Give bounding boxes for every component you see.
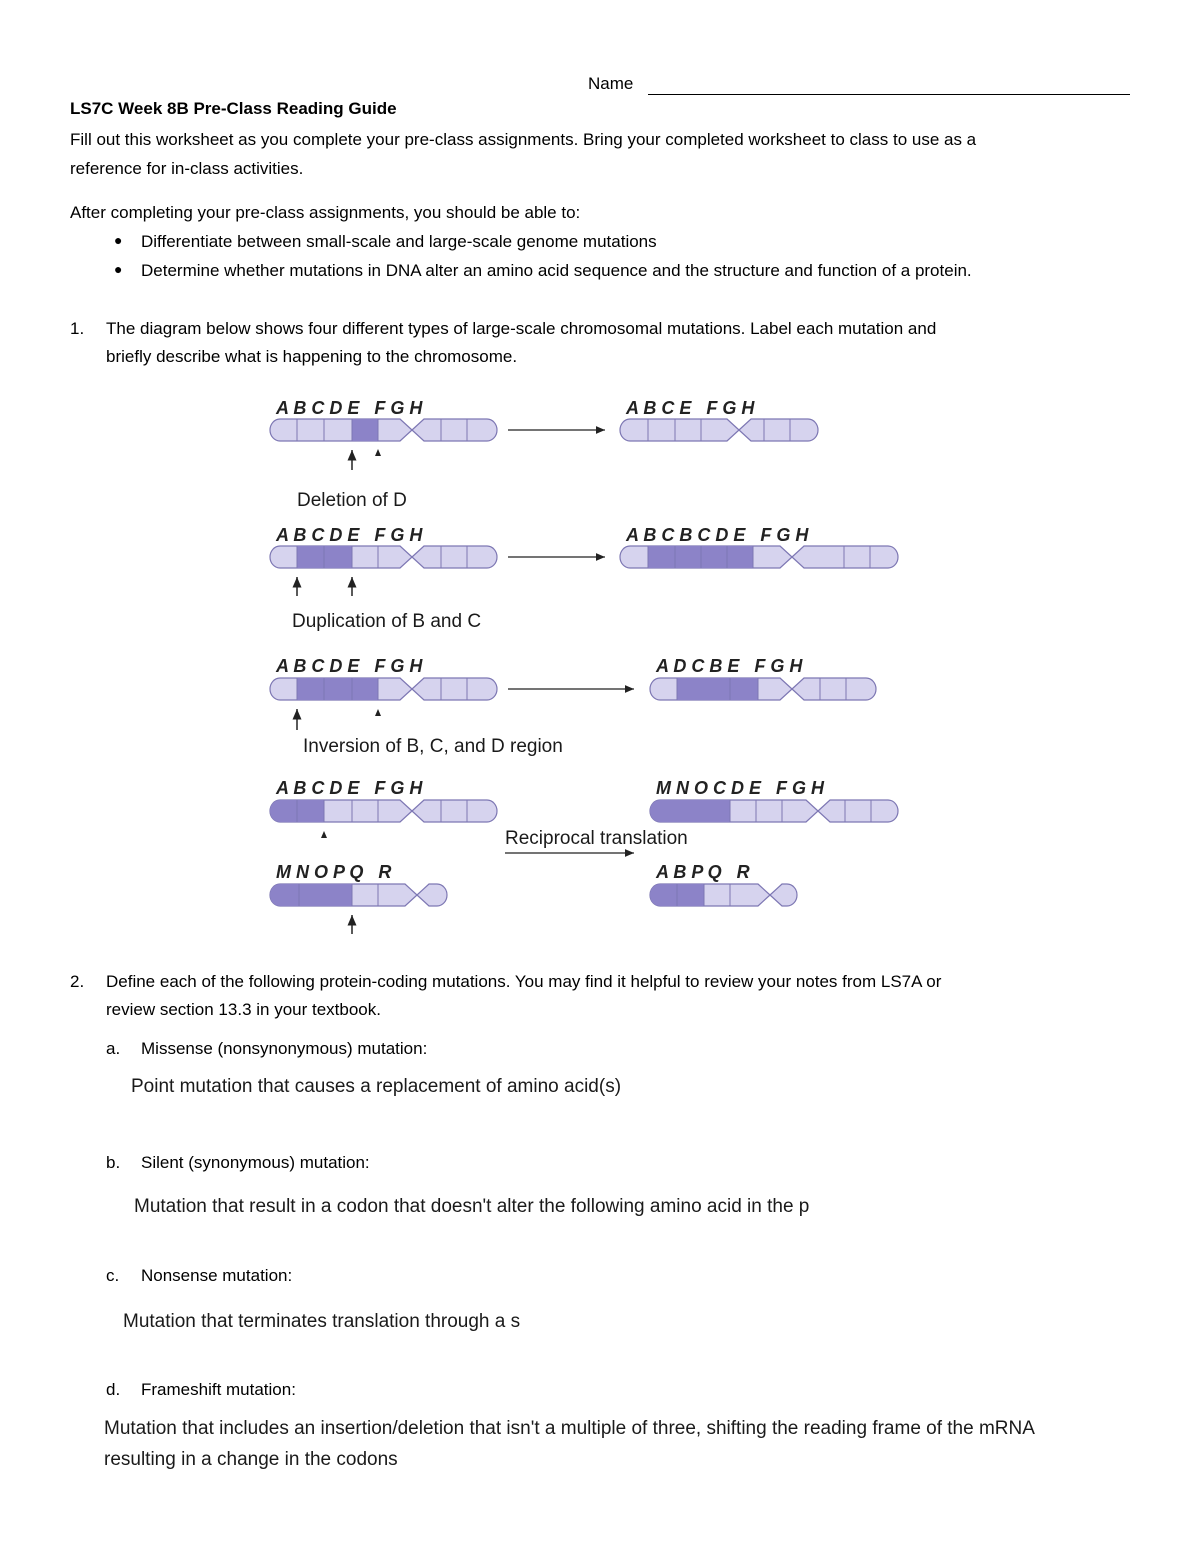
chromosome-letters: A D C B E F G H	[656, 656, 803, 676]
answer-missense[interactable]: Point mutation that causes a replacement of amino acid(s)	[131, 1076, 622, 1097]
answer-silent[interactable]: Mutation that result in a codon that doesn't alter the following amino acid in the p	[134, 1196, 810, 1217]
intro-line-1: Fill out this worksheet as you complete your pre-class assignments. Bring your completed worksheet to class to use as a	[70, 130, 977, 149]
objective-item: Determine whether mutations in DNA alter an amino acid sequence and the structure and function of a protein.	[141, 261, 972, 280]
row-duplication	[270, 525, 898, 632]
mutation-label-answer: Inversion of B, C, and D region	[303, 736, 563, 757]
bullet-icon: ●	[114, 261, 123, 277]
chromosome-letters: A B C D E F G H	[276, 656, 423, 676]
page-title: LS7C Week 8B Pre-Class Reading Guide	[70, 99, 397, 118]
chromosome-letters: M N O P Q R	[276, 862, 392, 882]
chromosome-letters: A B P Q R	[656, 862, 750, 882]
question-1-text-line-2: briefly describe what is happening to the chromosome.	[106, 347, 518, 366]
chromosome-after	[650, 800, 898, 822]
chromosome-before	[270, 678, 497, 700]
chromosome-letters: M N O C D E F G H	[656, 778, 825, 798]
item-letter: a.	[106, 1039, 121, 1058]
objectives-lead: After completing your pre-class assignments, you should be able to:	[70, 203, 581, 222]
chromosome-before	[270, 419, 497, 441]
row-translocation	[270, 778, 898, 934]
question-1-number: 1.	[70, 319, 85, 338]
item-term: Silent (synonymous) mutation:	[141, 1153, 370, 1172]
chromosome-after	[650, 678, 876, 700]
chromosome-letters: A B C D E F G H	[276, 398, 423, 418]
answer-frameshift-line-1[interactable]: Mutation that includes an insertion/deletion that isn't a multiple of three, shifting the reading frame of the mRNA	[104, 1418, 1035, 1439]
chromosome-before	[270, 800, 497, 822]
item-term: Missense (nonsynonymous) mutation:	[141, 1039, 428, 1058]
item-letter: c.	[106, 1266, 120, 1285]
chromosome-letters: A B C D E F G H	[276, 778, 423, 798]
item-letter: d.	[106, 1380, 121, 1399]
item-letter: b.	[106, 1153, 121, 1172]
row-inversion	[270, 656, 876, 757]
item-term: Nonsense mutation:	[141, 1266, 293, 1285]
question-1-text-line-1: The diagram below shows four different types of large-scale chromosomal mutations. Label each mutation and	[106, 319, 937, 338]
row-deletion	[270, 398, 818, 511]
chromosome-before-2	[270, 884, 447, 906]
intro-line-2: reference for in-class activities.	[70, 159, 304, 178]
question-2-number: 2.	[70, 972, 85, 991]
breakpoint-arrows	[352, 449, 381, 470]
answer-nonsense[interactable]: Mutation that terminates translation through a s	[123, 1311, 521, 1332]
chromosome-before	[270, 546, 497, 568]
mutation-label-answer: Duplication of B and C	[292, 611, 482, 632]
chromosome-after	[620, 419, 818, 441]
chromosome-letters: A B C E F G H	[626, 398, 755, 418]
breakpoint-arrow	[321, 831, 327, 838]
chromosome-after-2	[650, 884, 797, 906]
question-2-text-line-2: review section 13.3 in your textbook.	[106, 1000, 381, 1019]
item-term: Frameshift mutation:	[141, 1380, 296, 1399]
question-2-text-line-1: Define each of the following protein-coding mutations. You may find it helpful to review your notes from LS7A or	[106, 972, 942, 991]
chromosome-letters: A B C B C D E F G H	[626, 525, 809, 545]
breakpoint-arrows	[297, 577, 352, 596]
chromosome-letters: A B C D E F G H	[276, 525, 423, 545]
mutation-label-answer: Deletion of D	[297, 490, 407, 511]
breakpoint-arrows	[297, 709, 381, 730]
name-label: Name	[588, 74, 634, 93]
objective-item: Differentiate between small-scale and large-scale genome mutations	[141, 232, 657, 251]
chromosome-after	[620, 546, 898, 568]
bullet-icon: ●	[114, 232, 123, 248]
answer-frameshift-line-2[interactable]: resulting in a change in the codons	[104, 1449, 398, 1470]
mutation-label-answer: Reciprocal translation	[505, 828, 688, 849]
